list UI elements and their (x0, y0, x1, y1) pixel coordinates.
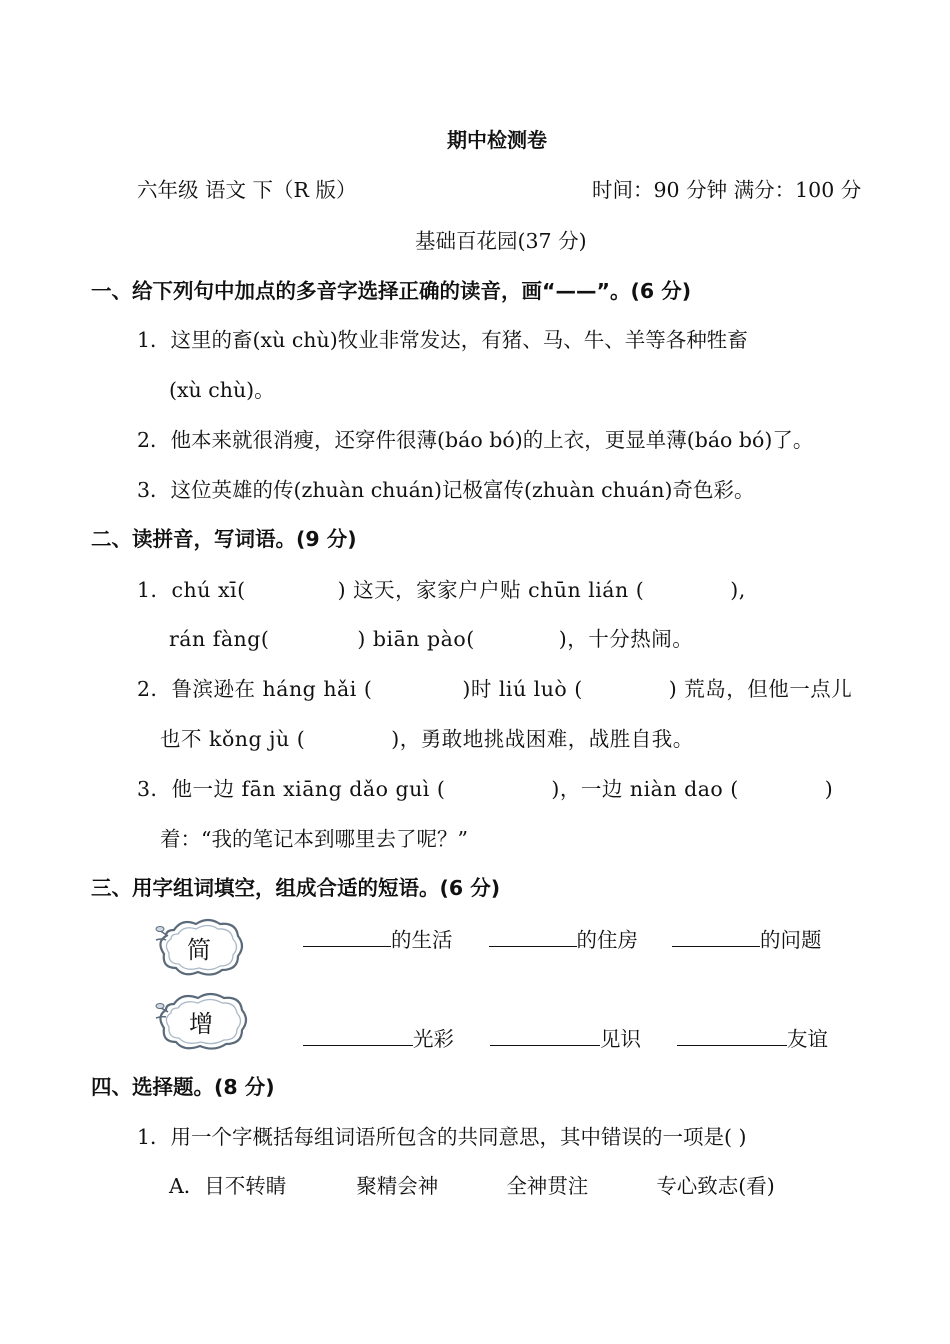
q2-i3a: 3．他一边 fān xiāng dǎo guì ( (137, 777, 446, 801)
answer-blank[interactable] (303, 924, 391, 947)
time-score: 时间：90 分钟 满分：100 分 (592, 178, 862, 202)
q3-row1-word: 的生活 (391, 928, 453, 952)
section-title: 基础百花园(37 分) (415, 229, 587, 253)
q2-item3-line2: 着：“我的笔记本到哪里去了呢？” (160, 827, 468, 851)
q3-row1 (303, 924, 822, 954)
q3-row1-word: 的住房 (576, 928, 638, 952)
cloud-char-label: 简 (187, 936, 211, 964)
answer-blank[interactable] (489, 924, 577, 947)
q2-i3c: ) (824, 777, 834, 801)
q1-heading: 一、给下列句中加点的多音字选择正确的读音，画“——”。(6 分) (91, 279, 692, 303)
q1-item1-line2: (xù chù)。 (169, 378, 275, 402)
q4-option-a-label: A．目不转睛 (169, 1174, 287, 1198)
cloud-char-jian (154, 916, 246, 978)
q3-heading: 三、用字组词填空，组成合适的短语。(6 分) (91, 876, 501, 900)
q2-i2e: )，勇敢地挑战困难，战胜自我。 (391, 727, 694, 751)
q3-row2 (303, 1023, 828, 1053)
q2-item2-line1 (137, 675, 852, 703)
cloud-char-zeng (154, 990, 250, 1052)
q2-i1d: rán fàng( (169, 627, 270, 651)
q2-heading: 二、读拼音，写词语。(9 分) (91, 527, 357, 551)
q2-i1f: )，十分热闹。 (558, 627, 694, 651)
answer-blank[interactable] (672, 924, 760, 947)
q1-item1-line1: 1．这里的畜(xù chù)牧业非常发达，有猪、马、牛、羊等各种牲畜 (137, 328, 748, 352)
q2-item3-line1 (137, 775, 833, 803)
q4-option-a-word: 专心致志(看) (656, 1174, 775, 1198)
q2-item2-line2 (160, 725, 694, 753)
cloud-char-label: 增 (189, 1010, 213, 1038)
q2-i2c: ) 荒岛，但他一点儿 (668, 677, 853, 701)
q3-row2-word: 光彩 (413, 1027, 454, 1051)
q2-i1e: ) biān pào( (357, 627, 475, 651)
q1-item2: 2．他本来就很消瘦，还穿件很薄(báo bó)的上衣，更显单薄(báo bó)了。 (137, 428, 814, 452)
q4-option-a-word: 聚精会神 (356, 1174, 439, 1198)
q2-i1b: ) 这天，家家户户贴 chūn lián ( (337, 578, 645, 602)
answer-blank[interactable] (303, 1023, 413, 1046)
grade-subject: 六年级 语文 下（R 版） (137, 178, 357, 202)
q2-item1-line1 (137, 576, 746, 604)
q2-i3b: )，一边 niàn dao ( (551, 777, 739, 801)
answer-blank[interactable] (490, 1023, 600, 1046)
q4-option-a (169, 1172, 775, 1200)
answer-blank[interactable] (677, 1023, 787, 1046)
q2-i1c: ), (730, 578, 746, 602)
q3-row1-word: 的问题 (760, 928, 822, 952)
q2-i2b: )时 liú luò ( (462, 677, 583, 701)
q4-item1: 1．用一个字概括每组词语所包含的共同意思，其中错误的一项是( ) (137, 1125, 747, 1149)
q2-i2a: 2．鲁滨逊在 háng hǎi ( (137, 677, 373, 701)
q1-item3: 3．这位英雄的传(zhuàn chuán)记极富传(zhuàn chuán)奇色彩。 (137, 478, 755, 502)
q4-heading: 四、选择题。(8 分) (91, 1075, 275, 1099)
q3-row2-word: 友谊 (787, 1027, 828, 1051)
q3-row2-word: 见识 (600, 1027, 641, 1051)
page-title: 期中检测卷 (447, 128, 547, 152)
q4-option-a-word: 全神贯注 (506, 1174, 589, 1198)
q2-i2d: 也不 kǒng jù ( (160, 727, 306, 751)
q2-item1-line2 (169, 625, 693, 653)
q2-i1a: 1．chú xī( (137, 578, 246, 602)
